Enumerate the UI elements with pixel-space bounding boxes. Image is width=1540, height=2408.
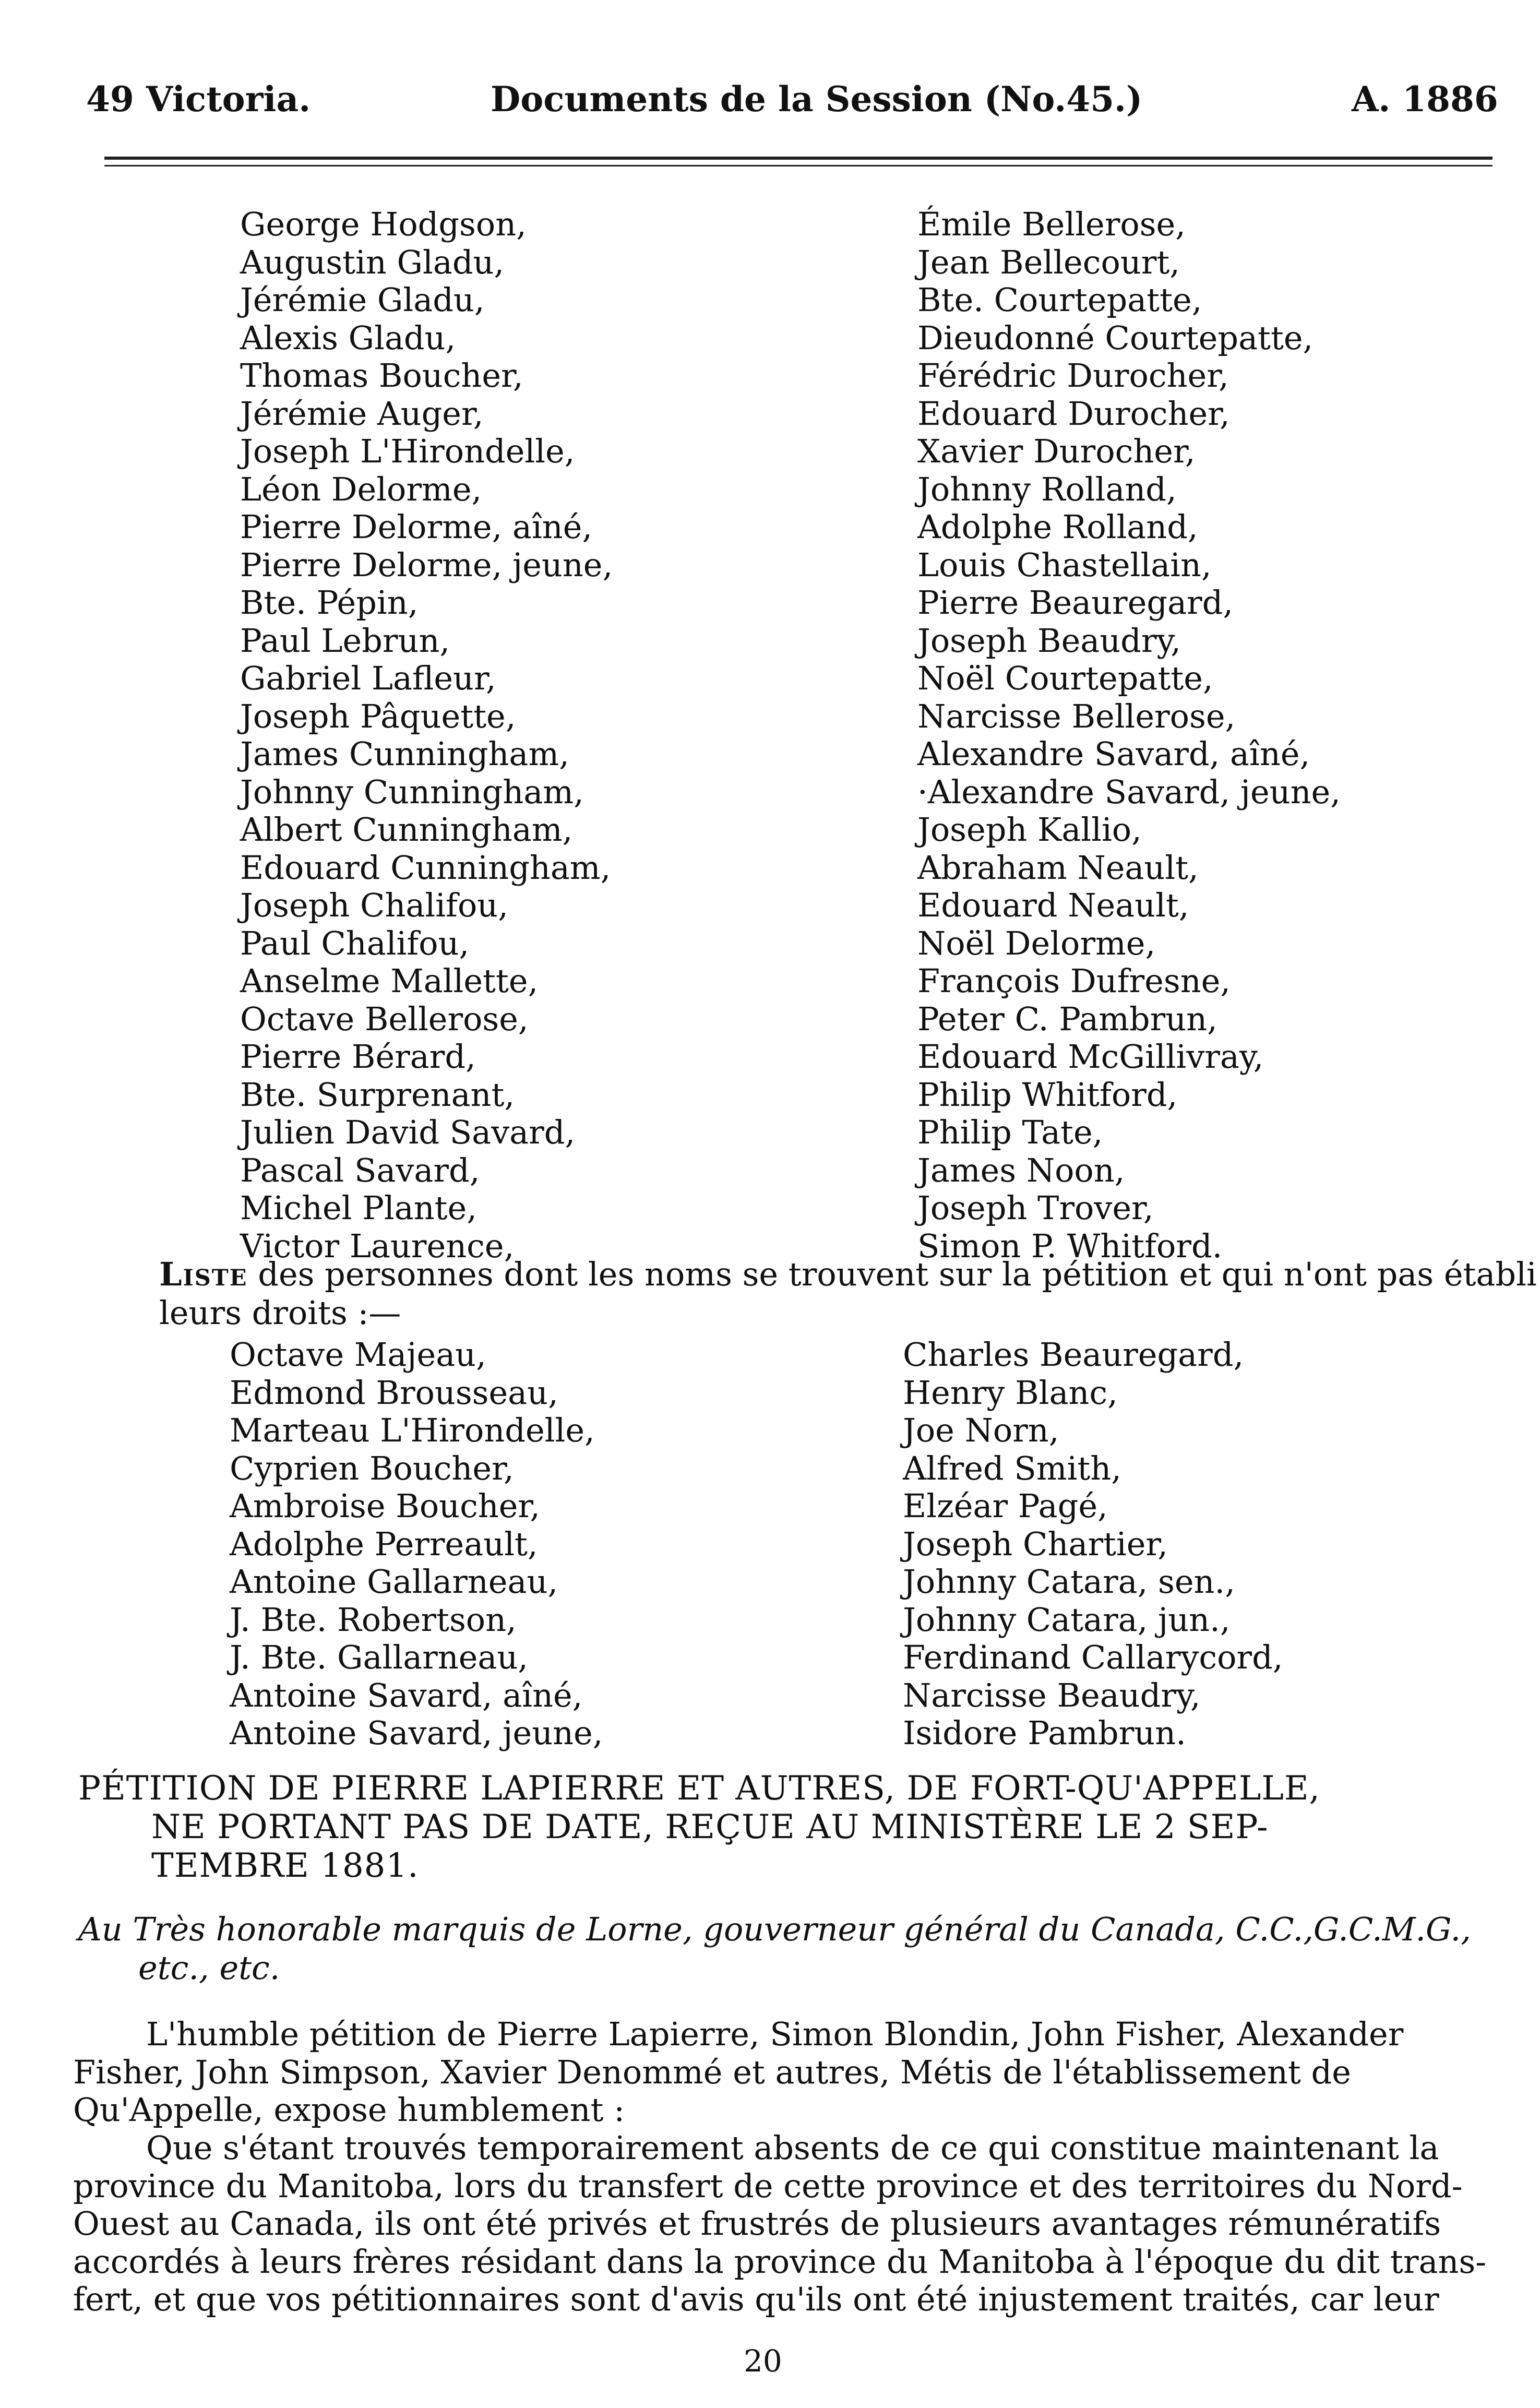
list-item: Dieudonné Courtepatte, [917,318,1314,357]
list-item: Julien David Savard, [240,1113,576,1151]
paragraph-line: Qu'Appelle, expose humblement : [73,2091,625,2129]
paragraph-line: Que s'étant trouvés temporairement absents de ce qui constitue maintenant la [146,2129,1439,2167]
list-item: Bte. Surprenant, [240,1075,515,1114]
paragraph-line: accordés à leurs frères résidant dans la province du Manitoba à l'époque du dit trans- [73,2242,1487,2281]
address-line-1: Au Très honorable marquis de Lorne, gouverneur général du Canada, C.C.,G.C.M.G., [78,1910,1471,1948]
petition-title [78,1769,1477,1885]
list-item: Pierre Delorme, aîné, [240,508,593,546]
list-item: Abraham Neault, [917,848,1199,887]
list-item: Henry Blanc, [903,1373,1118,1412]
list-item: Joseph Trover, [917,1189,1154,1227]
list-item: Bte. Pépin, [240,583,419,622]
list-item: Ambroise Boucher, [230,1487,540,1525]
list-item: Victor Laurence, [240,1226,515,1265]
list-item: Simon P. Whitford. [917,1226,1223,1265]
names-list-2-right [903,1336,1283,1753]
list-item: Xavier Durocher, [917,432,1196,470]
list-item: James Noon, [917,1151,1125,1189]
list-item: Edouard McGillivray, [917,1038,1264,1076]
list-item: Jérémie Auger, [240,394,484,433]
list-item: Alexis Gladu, [240,318,456,357]
list-item: Philip Tate, [917,1113,1103,1151]
list-item: Antoine Savard, aîné, [230,1676,583,1714]
list-item: ·Alexandre Savard, jeune, [917,772,1341,811]
list-item: Charles Beauregard, [903,1336,1244,1374]
liste-line-2: leurs droits :— [159,1294,401,1332]
paragraph-line: L'humble pétition de Pierre Lapierre, Simon Blondin, John Fisher, Alexander [146,2015,1404,2053]
paragraph-line: province du Manitoba, lors du transfert de cette province et des territoires du Nord- [73,2166,1463,2205]
list-item: Edouard Cunningham, [240,848,611,887]
liste-heading [159,1255,1537,1332]
header-rule-thick [104,157,1493,160]
paragraph-line: Ouest au Canada, ils ont été privés et frustrés de plusieurs avantages rémunératifs [73,2204,1441,2243]
names-list-1-left [240,206,613,1265]
list-item: Pierre Delorme, jeune, [240,545,613,584]
list-item: Joseph Beaudry, [917,621,1181,660]
list-item: Johnny Cunningham, [240,772,584,811]
list-item: Noël Delorme, [917,924,1156,962]
list-item: Léon Delorme, [240,470,482,508]
list-item: Adolphe Perreault, [230,1524,538,1563]
running-header [0,78,1540,120]
list-item: George Hodgson, [240,205,527,243]
list-item: Thomas Boucher, [240,356,523,395]
list-item: J. Bte. Gallarneau, [230,1638,529,1676]
list-item: Edmond Brousseau, [230,1373,558,1412]
list-item: Michel Plante, [240,1189,477,1227]
list-item: Émile Bellerose, [917,205,1186,243]
list-item: Noël Courtepatte, [917,659,1213,697]
list-item: Johnny Catara, sen., [903,1563,1235,1601]
list-item: Joe Norn, [903,1411,1059,1449]
list-item: Alfred Smith, [903,1449,1121,1487]
list-item: Joseph Chartier, [903,1524,1168,1563]
list-item: Edouard Durocher, [917,394,1230,433]
list-item: Peter C. Pambrun, [917,999,1217,1038]
list-item: Joseph Chalifou, [240,886,508,924]
paragraph-grievance [73,2129,1487,2319]
list-item: Louis Chastellain, [917,545,1212,584]
list-item: François Dufresne, [917,962,1231,1000]
header-volume: 49 Victoria. [86,79,311,120]
names-list-1-right [917,206,1341,1265]
list-item: Pierre Bérard, [240,1038,476,1076]
list-item: Cyprien Boucher, [230,1449,514,1487]
header-year: A. 1886 [1352,79,1498,120]
list-item: Johnny Catara, jun., [903,1600,1231,1639]
list-item: Philip Whitford, [917,1075,1178,1114]
list-item: Octave Majeau, [230,1336,486,1374]
list-item: Octave Bellerose, [240,999,529,1038]
list-item: Ferdinand Callarycord, [903,1638,1283,1676]
petition-title-line-1: PÉTITION DE PIERRE LAPIERRE ET AUTRES, DE FORT-QU'APPELLE, [78,1769,1320,1808]
list-item: Johnny Rolland, [917,470,1177,508]
petition-title-line-2: NE PORTANT PAS DE DATE, REÇUE AU MINISTÈRE LE 2 SEP- [151,1808,1269,1846]
list-item: Paul Lebrun, [240,621,450,660]
list-item: Pierre Beauregard, [917,583,1234,622]
list-item: Elzéar Pagé, [903,1487,1108,1525]
list-item: Augustin Gladu, [240,243,505,281]
petition-title-line-3: TEMBRE 1881. [151,1846,419,1885]
list-item: Alexandre Savard, aîné, [917,735,1310,773]
list-item: Férédric Durocher, [917,356,1229,395]
list-item: Jean Bellecourt, [917,243,1180,281]
list-item: Jérémie Gladu, [240,281,485,319]
list-item: Edouard Neault, [917,886,1189,924]
list-item: Paul Chalifou, [240,924,470,962]
liste-lead-word: Liste [159,1255,248,1293]
list-item: Joseph Kallio, [917,810,1142,849]
list-item: Antoine Gallarneau, [230,1563,558,1601]
names-list-2-left [230,1336,603,1753]
list-item: Narcisse Beaudry, [903,1676,1201,1714]
list-item: Isidore Pambrun. [903,1714,1186,1752]
header-session-title: Documents de la Session (No.45.) [491,79,1143,120]
paragraph-line: Fisher, John Simpson, Xavier Denommé et autres, Métis de l'établissement de [73,2053,1351,2091]
list-item: Anselme Mallette, [240,962,539,1000]
paragraph-line: fert, et que vos pétitionnaires sont d'avis qu'ils ont été injustement traités, car leur [73,2280,1439,2318]
list-item: James Cunningham, [240,735,569,773]
paragraph-petitioners [73,2016,1482,2129]
list-item: Adolphe Rolland, [917,508,1198,546]
list-item: Gabriel Lafleur, [240,659,496,697]
list-item: Bte. Courtepatte, [917,281,1202,319]
list-item: J. Bte. Robertson, [230,1600,517,1639]
header-rule-thin [104,165,1493,166]
list-item: Albert Cunningham, [240,810,573,849]
list-item: Narcisse Bellerose, [917,697,1236,735]
list-item: Joseph L'Hirondelle, [240,432,575,470]
address-line [78,1910,1477,1987]
page-number: 20 [744,2343,782,2379]
liste-line-1: des personnes dont les noms se trouvent sur la pétition et qui n'ont pas établi [247,1255,1537,1293]
list-item: Joseph Pâquette, [240,697,516,735]
list-item: Pascal Savard, [240,1151,480,1189]
address-line-2: etc., etc. [138,1949,280,1987]
list-item: Marteau L'Hirondelle, [230,1411,595,1449]
list-item: Antoine Savard, jeune, [230,1714,603,1752]
